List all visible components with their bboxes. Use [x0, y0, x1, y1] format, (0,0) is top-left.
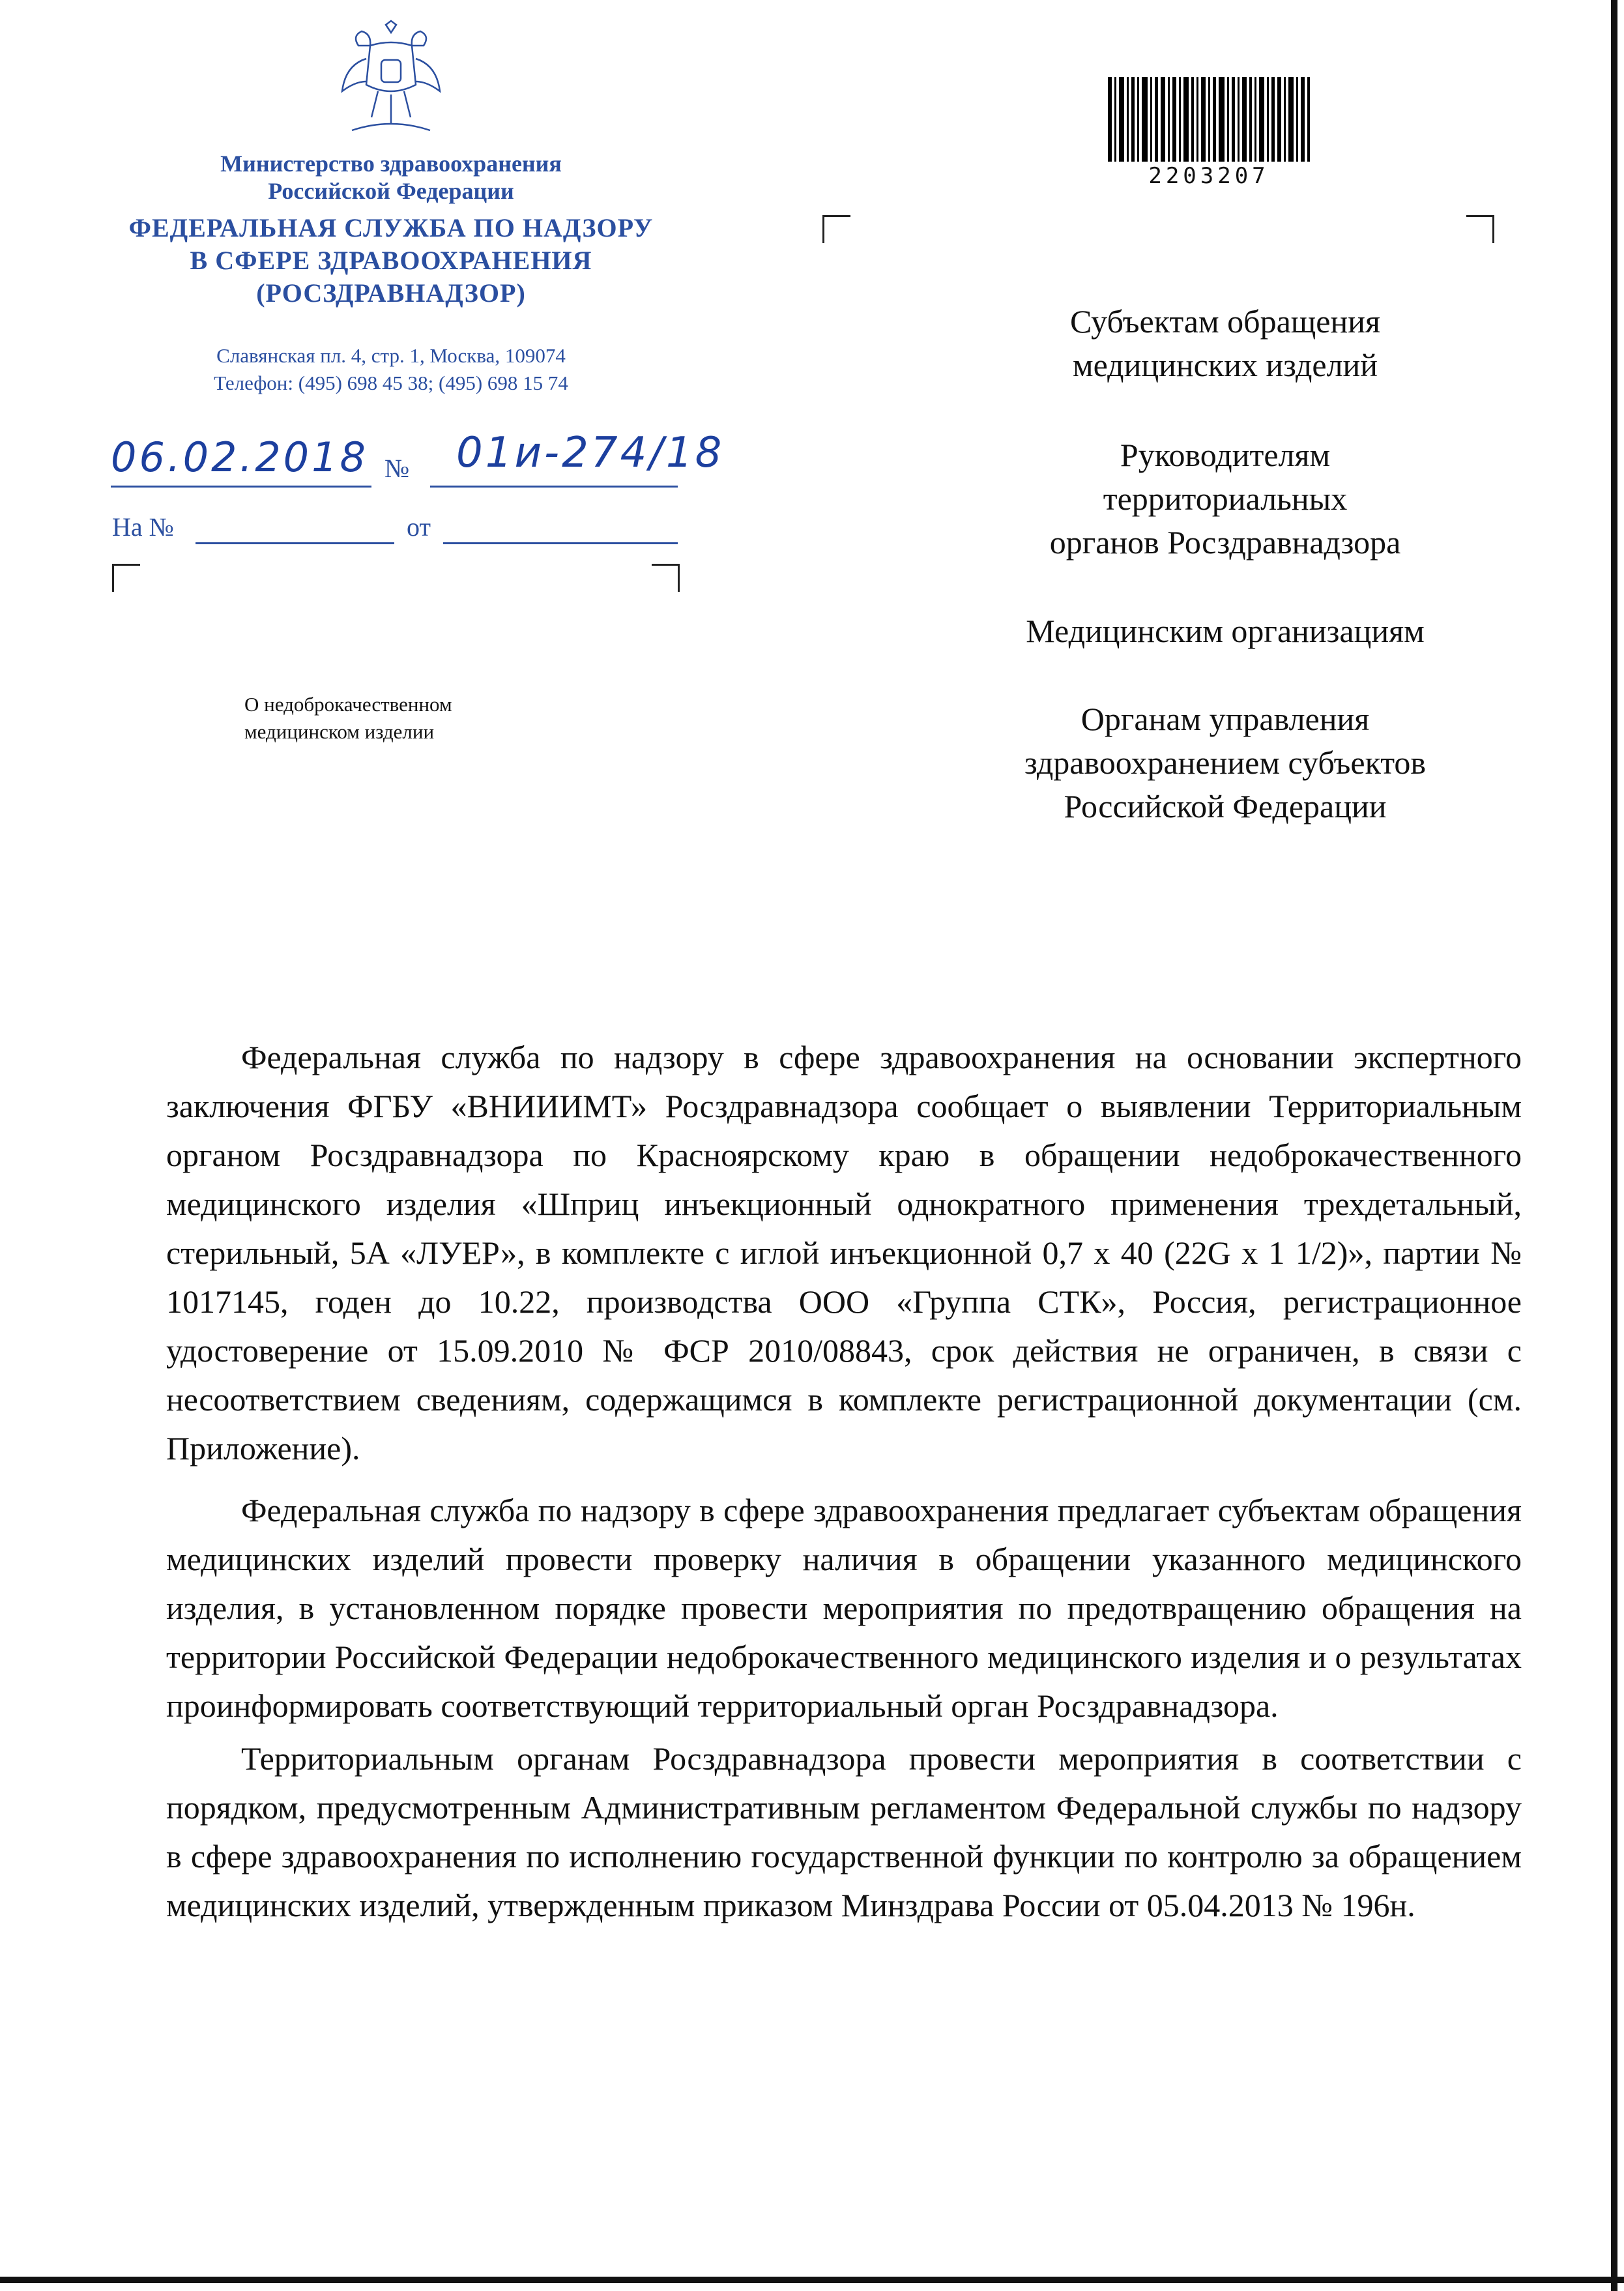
number-underline	[430, 486, 678, 488]
service-line-2: В СФЕРЕ ЗДРАВООХРАНЕНИЯ	[190, 246, 592, 275]
reference-number-label: На №	[112, 512, 174, 542]
reference-date-line	[443, 542, 678, 544]
addressee-group-4	[899, 697, 1551, 828]
service-line-3: (РОСЗДРАВНАДЗОР)	[256, 278, 526, 308]
body-paragraph-3: Территориальным органам Росздравнадзора провести мероприятия в соответствии с порядком, предусмотренным Административным регламентом Федеральной службы по надзору в сфере здравоохранения по исполнению государственной функции по контролю за обращением медицинских изделий, утвержденным приказом Минздрава России от 05.04.2013 № 196н.	[166, 1740, 1522, 1923]
body-paragraph-2: Федеральная служба по надзору в сфере здравоохранения предлагает субъектам обращения медицинских изделий провести проверку наличия в обращении указанного медицинского изделия, в установленном порядке провести мероприятия по предотвращению обращения на территории Российской Федерации недоброкачественного медицинского изделия и о результатах проинформировать соответствующий территориальный орган Росздравнадзора.	[166, 1492, 1522, 1724]
addressee-line: здравоохранением субъектов	[1024, 744, 1427, 781]
letter-body	[166, 1033, 1522, 1930]
addressee-line: Руководителям	[1120, 437, 1331, 473]
addressee-line: территориальных	[1103, 480, 1348, 517]
scan-edge-right	[1611, 0, 1617, 2291]
addressee-line: Российской Федерации	[1064, 788, 1387, 824]
letter-subject	[244, 691, 452, 746]
outgoing-number: 01и-274/18	[456, 429, 725, 477]
addressee-group-2	[899, 433, 1551, 564]
addressee-corner-top-right	[1466, 215, 1494, 243]
date-underline	[111, 486, 371, 488]
number-label: №	[384, 454, 410, 483]
addressee-line: медицинских изделий	[1072, 347, 1378, 383]
addressee-corner-top-left	[822, 215, 850, 243]
ministry-name	[117, 150, 665, 205]
addressee-line: органов Росздравнадзора	[1049, 524, 1401, 561]
barcode-number: 2203207	[1148, 163, 1269, 189]
reference-number-line	[196, 542, 394, 544]
addressee-group-3	[899, 609, 1551, 653]
subject-line-1: О недоброкачественном	[244, 693, 452, 716]
addressee-group-1	[899, 300, 1551, 387]
phone-line: Телефон: (495) 698 45 38; (495) 698 15 74	[214, 372, 568, 394]
addressee-line: Медицинским организациям	[1026, 613, 1425, 649]
address-line: Славянская пл. 4, стр. 1, Москва, 109074	[216, 344, 566, 367]
corner-mark-top-left	[112, 564, 140, 592]
double-headed-eagle-icon	[339, 20, 443, 137]
body-paragraph-1: Федеральная служба по надзору в сфере здравоохранения на основании экспертного заключения ФГБУ «ВНИИИМТ» Росздравнадзора сообщает о выявлении Территориальным органом Росздравнадзора по Красноярскому краю в обращении недоброкачественного медицинского изделия «Шприц инъекционный однократного применения трехдетальный, стерильный, 5А «ЛУЕР», в комплекте с иглой инъекционной 0,7 х 40 (22G x 1 1/2)», партии № 1017145, годен до 10.22, производства ООО «Группа СТК», Россия, регистрационное удостоверение от 15.09.2010 № ФСР 2010/08843, срок действия не ограничен, в связи с несоответствием сведениям, содержащимся в комплекте регистрационной документации (см. Приложение).	[166, 1039, 1522, 1467]
ministry-line-1: Министерство здравоохранения	[220, 151, 562, 177]
service-name	[78, 212, 704, 310]
addressee-line: Органам управления	[1080, 701, 1370, 737]
addressee-line: Субъектам обращения	[1070, 303, 1380, 340]
reference-date-label: от	[407, 512, 431, 542]
barcode-icon	[1108, 77, 1310, 162]
service-line-1: ФЕДЕРАЛЬНАЯ СЛУЖБА ПО НАДЗОРУ	[128, 213, 654, 242]
outgoing-date: 06.02.2018	[111, 433, 368, 481]
service-address	[104, 342, 678, 397]
ministry-line-2: Российской Федерации	[268, 178, 514, 204]
scan-edge-bottom	[0, 2277, 1624, 2283]
subject-line-2: медицинском изделии	[244, 720, 435, 743]
corner-mark-top-right	[652, 564, 680, 592]
